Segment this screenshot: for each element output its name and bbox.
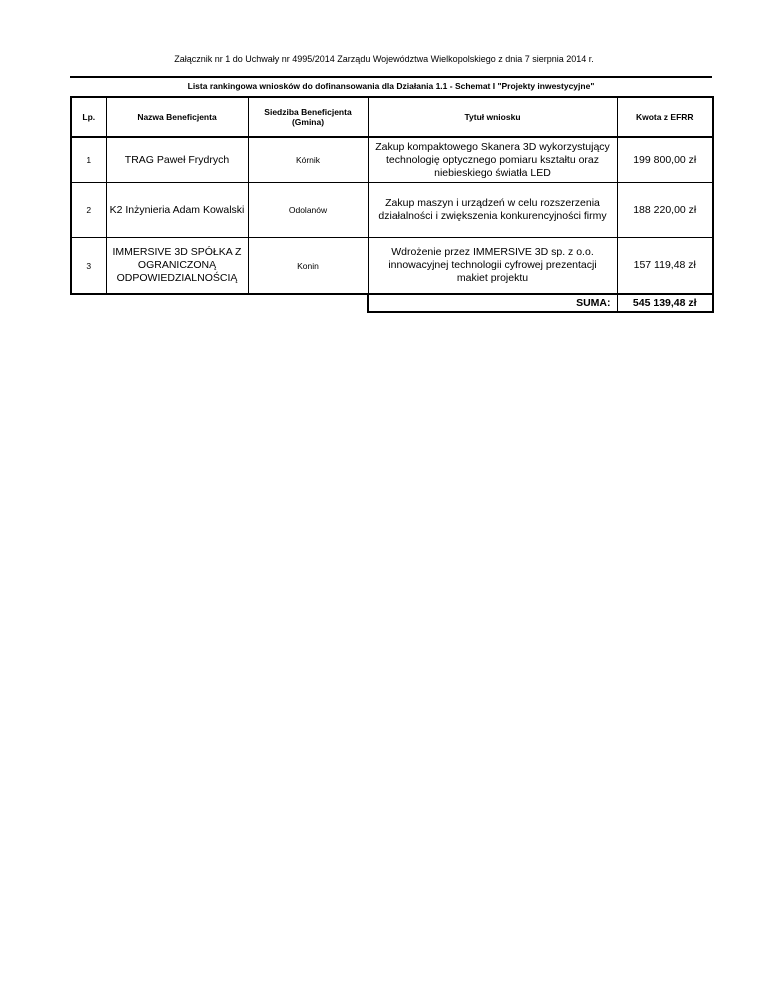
table-row — [71, 137, 713, 183]
sum-empty-cell — [248, 294, 368, 312]
cell-seat: Konin — [248, 238, 368, 295]
sum-empty-cell — [71, 294, 106, 312]
col-header-title: Tytuł wniosku — [368, 97, 617, 137]
document-header: Załącznik nr 1 do Uchwały nr 4995/2014 Zarządu Województwa Wielkopolskiego z dnia 7 sierpnia 2014 r. — [174, 54, 594, 64]
sum-value: 545 139,48 zł — [617, 294, 713, 312]
col-header-seat: Siedziba Beneficjenta (Gmina) — [248, 97, 368, 137]
cell-beneficiary: IMMERSIVE 3D SPÓŁKA Z OGRANICZONĄ ODPOWIEDZIALNOŚCIĄ — [106, 238, 248, 295]
cell-seat: Kórnik — [248, 137, 368, 183]
cell-beneficiary: K2 Inżynieria Adam Kowalski — [106, 183, 248, 238]
cell-lp: 1 — [71, 137, 106, 183]
table-row — [71, 238, 713, 295]
sum-empty-cell — [106, 294, 248, 312]
cell-amount: 157 119,48 zł — [617, 238, 713, 295]
cell-title: Wdrożenie przez IMMERSIVE 3D sp. z o.o. innowacyjnej technologii cyfrowej prezentacji makiet projektu — [368, 238, 617, 295]
cell-beneficiary: TRAG Paweł Frydrych — [106, 137, 248, 183]
cell-amount: 199 800,00 zł — [617, 137, 713, 183]
col-header-amount: Kwota z EFRR — [617, 97, 713, 137]
cell-lp: 3 — [71, 238, 106, 295]
cell-title: Zakup maszyn i urządzeń w celu rozszerzenia działalności i zwiększenia konkurencyjności firmy — [368, 183, 617, 238]
sum-row — [71, 294, 713, 312]
col-header-beneficiary: Nazwa Beneficjenta — [106, 97, 248, 137]
cell-seat: Odolanów — [248, 183, 368, 238]
sum-label: SUMA: — [368, 294, 617, 312]
table-row — [71, 183, 713, 238]
list-title: Lista rankingowa wniosków do dofinansowania dla Działania 1.1 - Schemat I "Projekty inwestycyjne" — [187, 81, 595, 91]
cell-lp: 2 — [71, 183, 106, 238]
ranking-table — [70, 96, 714, 313]
table-header-row — [71, 97, 713, 137]
col-header-lp: Lp. — [71, 97, 106, 137]
cell-amount: 188 220,00 zł — [617, 183, 713, 238]
title-rule — [70, 76, 712, 78]
cell-title: Zakup kompaktowego Skanera 3D wykorzystujący technologię optycznego pomiaru kształtu oraz niebieskiego światła LED — [368, 137, 617, 183]
